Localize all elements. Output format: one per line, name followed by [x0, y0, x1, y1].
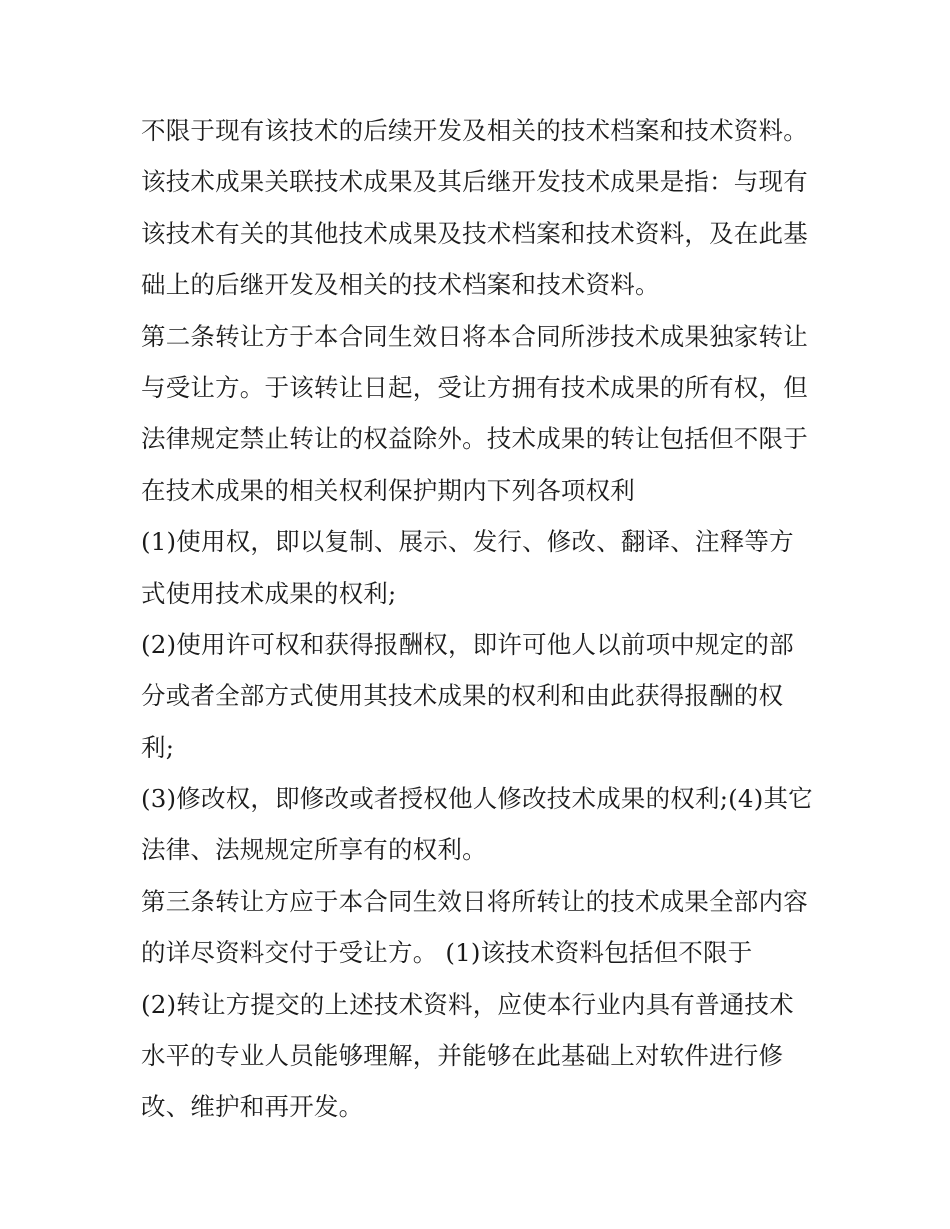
text-line: 该技术有关的其他技术成果及技术档案和技术资料，及在此基	[141, 218, 808, 248]
text-line: 的详尽资料交付于受让方。 (1)该技术资料包括但不限于	[141, 938, 753, 968]
text-line: 在技术成果的相关权利保护期内下列各项权利	[141, 475, 635, 505]
text-line: (1)使用权，即以复制、展示、发行、修改、翻译、注释等方	[141, 527, 794, 557]
text-line: 础上的后继开发及相关的技术档案和技术资料。	[141, 270, 660, 300]
text-line: (3)修改权，即修改或者授权他人修改技术成果的权利;(4)其它	[141, 784, 813, 814]
text-line: 水平的专业人员能够理解，并能够在此基础上对软件进行修	[141, 1041, 784, 1071]
text-line: 与受让方。于该转让日起，受让方拥有技术成果的所有权，但	[141, 372, 808, 402]
text-line: 利;	[141, 732, 175, 762]
text-line: 分或者全部方式使用其技术成果的权利和由此获得报酬的权	[141, 681, 784, 711]
text-line: 第三条转让方应于本合同生效日将所转让的技术成果全部内容	[141, 886, 808, 916]
text-line: 改、维护和再开发。	[141, 1092, 364, 1122]
text-line: 不限于现有该技术的后续开发及相关的技术档案和技术资料。	[141, 116, 808, 145]
text-line: 式使用技术成果的权利;	[141, 578, 397, 608]
document-body	[141, 105, 821, 1133]
text-line: 法律、法规规定所享有的权利。	[141, 835, 487, 865]
text-line: 该技术成果关联技术成果及其后继开发技术成果是指：与现有	[141, 167, 808, 197]
text-line: 法律规定禁止转让的权益除外。技术成果的转让包括但不限于	[141, 424, 808, 454]
text-line: 第二条转让方于本合同生效日将本合同所涉技术成果独家转让	[141, 321, 808, 351]
text-line: (2)使用许可权和获得报酬权，即许可他人以前项中规定的部	[141, 629, 794, 659]
text-line: (2)转让方提交的上述技术资料，应使本行业内具有普通技术	[141, 989, 794, 1019]
